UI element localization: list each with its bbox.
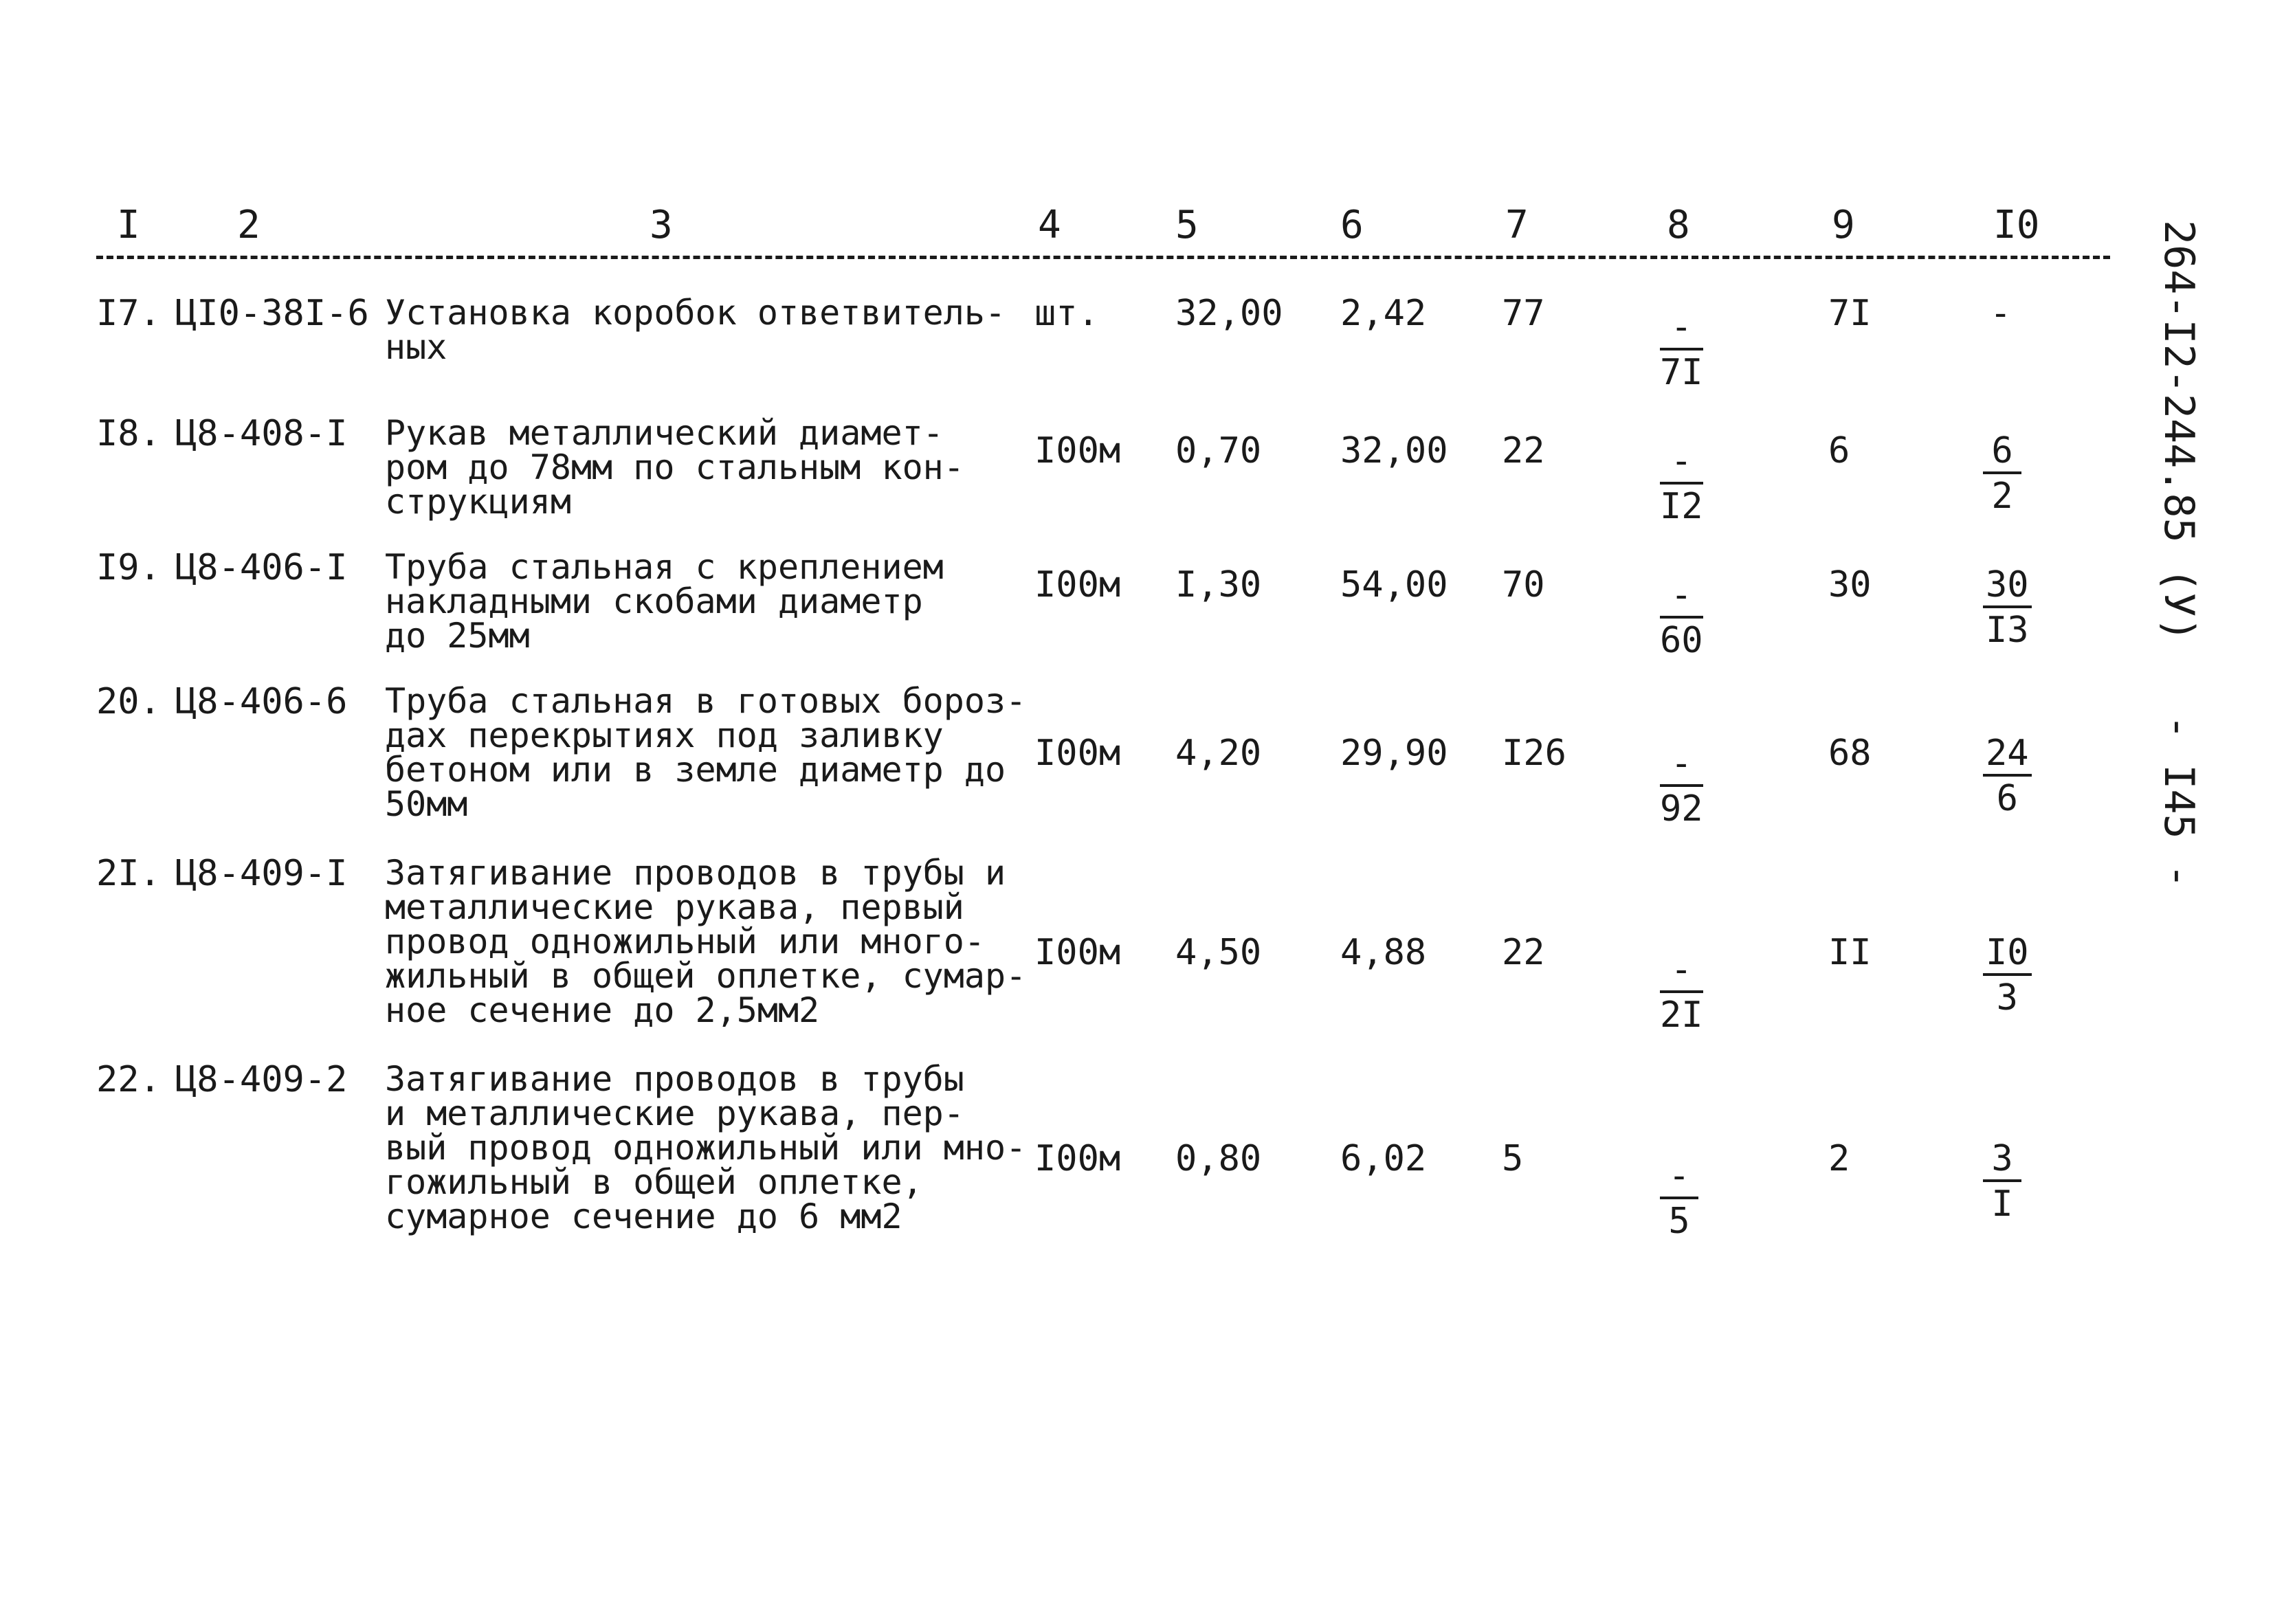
- row-col5: 32,00: [1175, 293, 1283, 334]
- row-number: 22.: [96, 1059, 161, 1100]
- row-col10-fraction: [1983, 1138, 2021, 1225]
- row-col9: 68: [1828, 733, 1872, 774]
- row-col7: I26: [1502, 733, 1566, 774]
- fraction-denominator: 6: [1996, 778, 2018, 819]
- row-number: I9.: [96, 547, 161, 588]
- row-col5: 4,20: [1175, 733, 1262, 774]
- row-description: Труба стальная в готовых бороз- дах перекрытиях под заливку бетоном или в земле диаметр до 50мм: [385, 681, 1027, 824]
- fraction-numerator: -: [1660, 309, 1703, 351]
- row-number: I7.: [96, 293, 161, 334]
- fraction-numerator: I0: [1983, 935, 2032, 976]
- row-description: Установка коробок ответвитель- ных: [385, 293, 1006, 367]
- row-description: Затягивание проводов в трубы и металлические рукава, первый провод одножильный или много- жильный в общей оплетке, сумар- ное сечение до 2,5мм2: [385, 853, 1027, 1030]
- col-header-9: 9: [1832, 203, 1855, 247]
- row-col9: II: [1828, 932, 1872, 973]
- document-code: 264-I2-244.85 (У): [2155, 220, 2203, 643]
- fraction-denominator: 92: [1660, 788, 1703, 830]
- row-unit: I00м: [1034, 430, 1121, 471]
- fraction-numerator: -: [1660, 577, 1703, 619]
- header-divider: [96, 256, 2110, 259]
- row-col10-fraction: [1983, 430, 2021, 517]
- fraction-numerator: 6: [1983, 433, 2021, 474]
- row-col10-fraction: [1983, 733, 2032, 819]
- col-header-4: 4: [1038, 203, 1061, 247]
- row-col8-fraction: [1660, 441, 1703, 527]
- col-header-3: 3: [650, 203, 673, 247]
- fraction-denominator: I: [1991, 1183, 2013, 1225]
- fraction-denominator: 3: [1996, 977, 2018, 1019]
- fraction-numerator: 3: [1983, 1141, 2021, 1182]
- fraction-numerator: 24: [1983, 735, 2032, 777]
- fraction-numerator: -: [1660, 443, 1703, 485]
- col-header-1: I: [117, 203, 140, 247]
- row-col8-fraction: [1660, 949, 1703, 1036]
- fraction-denominator: 60: [1660, 620, 1703, 661]
- row-col6: 32,00: [1340, 430, 1448, 471]
- row-col6: 4,88: [1340, 932, 1427, 973]
- row-col6: 2,42: [1340, 293, 1427, 334]
- row-code: Ц8-409-I: [175, 853, 348, 894]
- row-number: 20.: [96, 681, 161, 722]
- row-col9: 7I: [1828, 293, 1872, 334]
- row-col7: 70: [1502, 564, 1545, 605]
- col-header-10: I0: [1993, 203, 2040, 247]
- row-col6: 29,90: [1340, 733, 1448, 774]
- row-col8-fraction: [1660, 1155, 1698, 1242]
- row-col8-fraction: [1660, 575, 1703, 661]
- row-col10-fraction: [1983, 932, 2032, 1019]
- row-col7: 22: [1502, 430, 1545, 471]
- row-description: Труба стальная с креплением накладными скобами диаметр до 25мм: [385, 547, 944, 656]
- row-col9: 2: [1828, 1138, 1850, 1179]
- row-col7: 5: [1502, 1138, 1524, 1179]
- fraction-numerator: -: [1660, 746, 1703, 787]
- row-col5: 4,50: [1175, 932, 1262, 973]
- row-code: Ц8-409-2: [175, 1059, 348, 1100]
- row-col6: 6,02: [1340, 1138, 1427, 1179]
- row-description: Затягивание проводов в трубы и металлические рукава, пер- вый провод одножильный или мно- гожильный в общей оплетке, сумарное сечение до 6 мм2: [385, 1059, 1027, 1236]
- fraction-numerator: -: [1660, 952, 1703, 993]
- row-code: Ц8-406-6: [175, 681, 348, 722]
- fraction-denominator: I2: [1660, 486, 1703, 527]
- col-header-7: 7: [1505, 203, 1529, 247]
- fraction-denominator: 7I: [1660, 352, 1703, 393]
- row-number: I8.: [96, 413, 161, 454]
- row-col9: 30: [1828, 564, 1872, 605]
- col-header-5: 5: [1175, 203, 1199, 247]
- row-col5: I,30: [1175, 564, 1262, 605]
- row-unit: I00м: [1034, 564, 1121, 605]
- row-col8-fraction: [1660, 307, 1703, 393]
- col-header-8: 8: [1667, 203, 1690, 247]
- row-col7: 22: [1502, 932, 1545, 973]
- col-header-2: 2: [237, 203, 260, 247]
- col-header-6: 6: [1340, 203, 1364, 247]
- row-col10: -: [1990, 293, 2012, 334]
- row-col9: 6: [1828, 430, 1850, 471]
- row-code: ЦI0-38I-6: [175, 293, 369, 334]
- row-code: Ц8-406-I: [175, 547, 348, 588]
- row-col7: 77: [1502, 293, 1545, 334]
- row-unit: I00м: [1034, 932, 1121, 973]
- fraction-denominator: 2I: [1660, 994, 1703, 1036]
- fraction-denominator: I3: [1986, 610, 2029, 651]
- row-unit: шт.: [1034, 293, 1099, 334]
- page-number: - I45 -: [2155, 715, 2203, 889]
- row-number: 2I.: [96, 853, 161, 894]
- fraction-denominator: 2: [1991, 476, 2013, 517]
- row-col5: 0,80: [1175, 1138, 1262, 1179]
- row-col8-fraction: [1660, 743, 1703, 830]
- fraction-numerator: 30: [1983, 567, 2032, 608]
- row-col6: 54,00: [1340, 564, 1448, 605]
- fraction-numerator: -: [1660, 1158, 1698, 1199]
- row-code: Ц8-408-I: [175, 413, 348, 454]
- row-unit: I00м: [1034, 733, 1121, 774]
- fraction-denominator: 5: [1668, 1201, 1690, 1242]
- row-col10-fraction: [1983, 564, 2032, 651]
- row-col5: 0,70: [1175, 430, 1262, 471]
- row-unit: I00м: [1034, 1138, 1121, 1179]
- row-description: Рукав металлический диамет- ром до 78мм по стальным кон- струкциям: [385, 413, 964, 522]
